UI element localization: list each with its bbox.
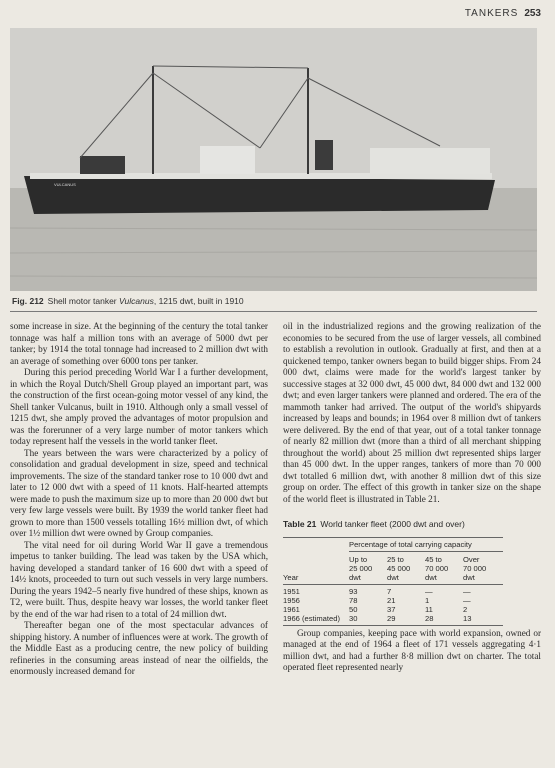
- table-cell: 28: [425, 613, 434, 623]
- table-cell: —: [463, 586, 471, 596]
- paragraph: During this period preceding World War I a further development, in which the Royal Dutch/Shell Group played an important part, was the construction of the first ocean-going motor vessel of any kind, the Shell tanker Vulcanus, built in 1910. Although only a small vessel of 1215 dwt, she amply proved the advantages of motor propulsion and was the forerunner of a very large number of motor tankers which today represent half the vessels in the world tanker fleet.: [10, 367, 268, 446]
- table-top-rule: [283, 537, 503, 538]
- table-label: Table 21: [283, 519, 317, 529]
- figure-label: Fig. 212: [12, 296, 44, 306]
- table-cell: 93: [349, 586, 358, 596]
- column-header: 45 to 70 000 dwt: [425, 554, 449, 582]
- table-header-row: [283, 555, 503, 582]
- column-header: 25 to 45 000 dwt: [387, 554, 411, 582]
- world-tanker-fleet-table: [283, 537, 503, 626]
- caption-ship-name: Vulcanus: [119, 296, 154, 306]
- section-title: TANKERS: [464, 8, 519, 19]
- table-cell: 29: [387, 613, 396, 623]
- table-cell: 2: [463, 604, 468, 614]
- table-cell: 21: [387, 595, 396, 605]
- table-row: [283, 614, 503, 623]
- table-cell: 1966 (estimated): [283, 613, 340, 623]
- paragraph: oil in the industrialized regions and the growing realization of the economies to be secured from the use of larger vessels, all combined to establish a revolution in outlook. Gradually at first, and then at a quickened tempo, tanker owners began to build bigger ships. From 24 000 dwt, claims were made for the world's largest tanker by successive stages at 32 000 dwt, 45 000 dwt, 84 000 dwt and 132 000 dwt; and even larger tankers were planned and ordered. The era of the mammoth tanker had arrived. The output of the world's shipyards increased by leaps and bounds; in 1964 over 8 million dwt of tankers were delivered. By the end of that year, out of a total tanker tonnage of nearly 82 million dwt (more than a third of all merchant shipping throughout the world) about 25 million dwt represented ships larger than 45 000 dwt. In the upper ranges, tankers of more than 70 000 dwt totalled 6 million dwt, with another 8 million dwt of this size group on order. The effect of this growth in tanker size on the shape of the world fleet is illustrated in Table 21.: [283, 321, 541, 504]
- column-header: Over 70 000 dwt: [463, 554, 487, 582]
- table-cell: 50: [349, 604, 358, 614]
- table-row: [283, 605, 503, 614]
- table-cell: —: [463, 595, 471, 605]
- table-cell: 1956: [283, 595, 300, 605]
- page-number: 253: [524, 8, 541, 19]
- right-column: [283, 321, 541, 674]
- table-cell: 1: [425, 595, 430, 605]
- caption-text-after: , 1215 dwt, built in 1910: [153, 296, 244, 306]
- table-cell: 37: [387, 604, 396, 614]
- table-row: [283, 596, 503, 605]
- running-header: [465, 8, 541, 19]
- left-column: [10, 321, 268, 678]
- table-cell: 30: [349, 613, 358, 623]
- caption-text-before: Shell motor tanker: [47, 296, 117, 306]
- table-row: [283, 587, 503, 596]
- table-cell: 1961: [283, 604, 300, 614]
- paragraph: The vital need for oil during World War II gave a tremendous impetus to tanker building. The lead was taken by the USA which, having developed a standard tanker of 16 600 dwt with a speed of 14½ knots, proceeded to turn out such vessels in very large numbers. During the years 1942–5 nearly five hundred of these ships, known as T2, were built. Thus, despite heavy war losses, the world tanker fleet by the end of the war had risen to a total of 24 million dwt.: [10, 539, 268, 619]
- hull-name: VULCANUS: [54, 182, 76, 187]
- table-title: [283, 519, 541, 531]
- table-cell: 78: [349, 595, 358, 605]
- table-cell: —: [425, 586, 433, 596]
- figure-caption: [12, 296, 244, 306]
- paragraph: Group companies, keeping pace with world expansion, owned or managed at the end of 1964 a fleet of 171 vessels aggregating 4·1 million dwt, and had a further 8·8 million dwt on charter. The total operated fleet represented nearly: [283, 627, 541, 672]
- paragraph: Thereafter began one of the most spectacular advances of shipping history. A number of influences were at work. The growth of the Middle East as a producing centre, the new policy of building refineries in the consuming areas instead of near the oilfields, the enormously increased demand for: [10, 620, 268, 676]
- table-cell: 7: [387, 586, 392, 596]
- column-header: Up to 25 000 dwt: [349, 554, 373, 582]
- table-cell: 1951: [283, 586, 300, 596]
- ship-photograph: [10, 28, 537, 291]
- table-header-rule: [283, 584, 503, 585]
- table-caption: World tanker fleet (2000 dwt and over): [320, 519, 465, 529]
- table-group-header: Percentage of total carrying capacity: [349, 540, 503, 552]
- table-cell: 13: [463, 613, 472, 623]
- table-cell: 11: [425, 604, 433, 614]
- table-bottom-rule: [283, 625, 503, 626]
- caption-rule: [10, 311, 537, 312]
- paragraph: The years between the wars were characterized by a policy of consolidation and gradual development in size, speed and technical improvements. The size of the standard tanker rose to 10 000 dwt and later to 12 000 dwt with a speed of 11 knots. Half-hearted attempts were made to push the maximum size up to more than 20 000 dwt but very few large vessels were built. By 1939 the world tanker fleet had grown to more than 1500 vessels totalling 16½ million dwt, of which over 1½ million dwt were owned by Group companies.: [10, 447, 268, 538]
- year-header: Year: [283, 572, 299, 582]
- paragraph: some increase in size. At the beginning of the century the total tanker tonnage was half a million tons with an average of 5000 dwt per tanker; by 1914 the total tonnage had increased to 2 million dwt with an average of something over 6000 tons per tanker.: [10, 321, 268, 366]
